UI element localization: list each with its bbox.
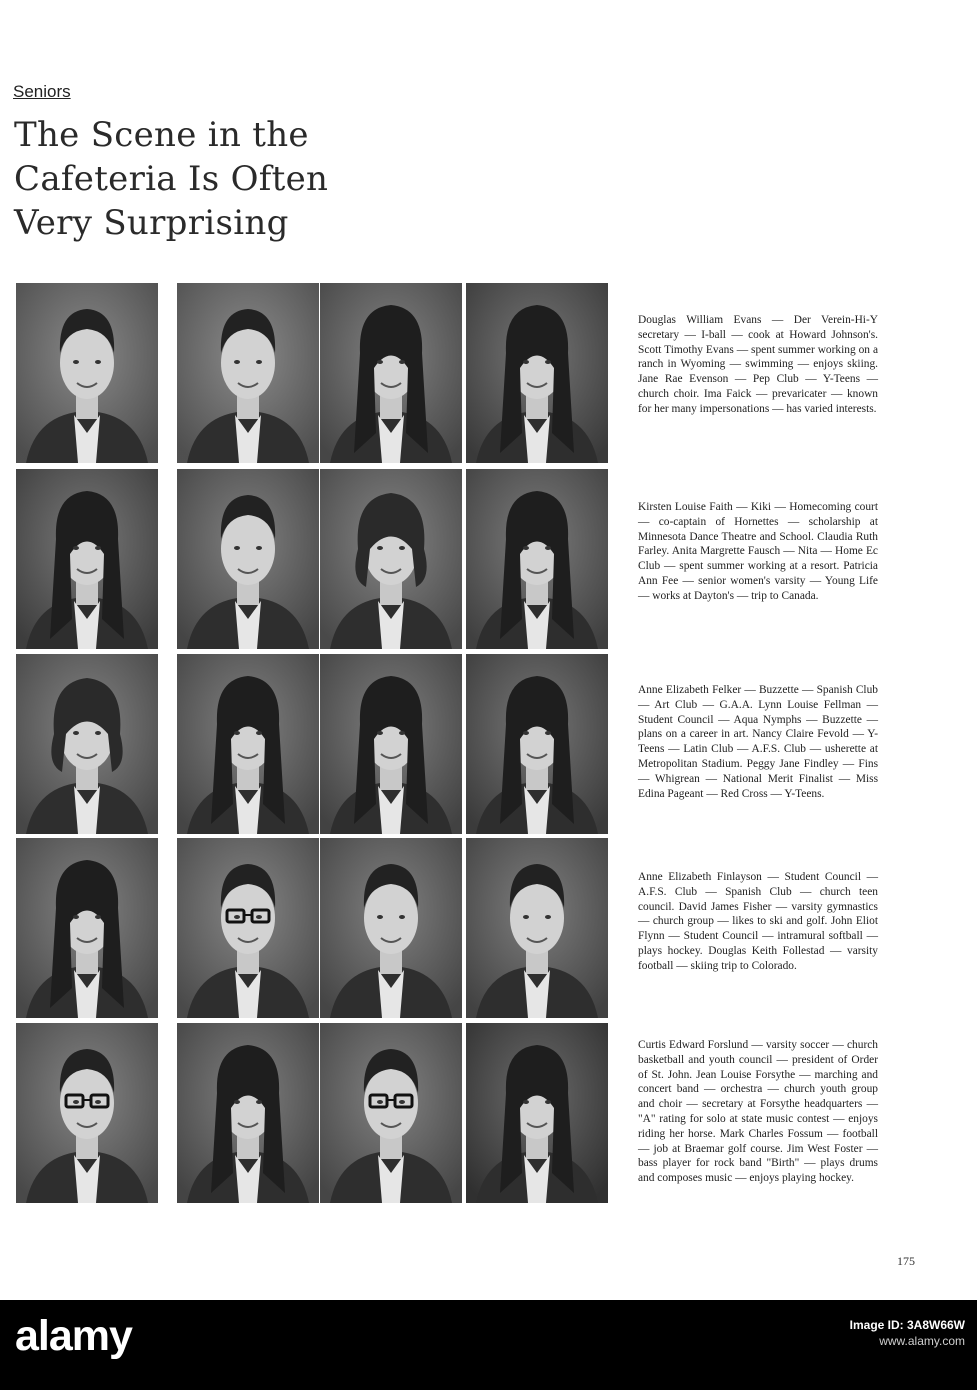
portrait-photo <box>177 838 319 1018</box>
caption-block: Kirsten Louise Faith — Kiki — Homecoming court — co-captain of Hornettes — scholarship at Minnesota Dance Theatre and School. Claudia Ruth Farley. Anita Margrette Fausch — Nita — Home Ec Club — spent summer working at a resort. Patricia Ann Fee — senior women's varsity — Young Life — works at Dayton's — trip to Canada. <box>638 501 878 602</box>
portrait-row <box>16 654 608 834</box>
image-id: Image ID: 3A8W66W <box>849 1318 965 1332</box>
footer-site: www.alamy.com <box>879 1334 965 1348</box>
portrait-photo <box>16 1023 158 1203</box>
portrait-photo <box>177 469 319 649</box>
portrait-photo <box>16 654 158 834</box>
portrait-row <box>16 283 608 463</box>
portrait-photo <box>16 838 158 1018</box>
watermark-footer <box>0 1300 977 1390</box>
portrait-photo <box>320 654 462 834</box>
portrait-photo <box>320 469 462 649</box>
portrait-row <box>16 1023 608 1203</box>
portrait-photo <box>320 283 462 463</box>
alamy-logo: alamy <box>15 1312 132 1360</box>
portrait-row <box>16 469 608 649</box>
portrait-row <box>16 838 608 1018</box>
portrait-photo <box>177 1023 319 1203</box>
section-label: Seniors <box>13 82 71 101</box>
portrait-photo <box>16 469 158 649</box>
portrait-photo <box>466 283 608 463</box>
portrait-photo <box>466 469 608 649</box>
portrait-photo <box>466 654 608 834</box>
portrait-photo <box>320 1023 462 1203</box>
footer-info <box>850 1317 965 1349</box>
portrait-photo <box>466 838 608 1018</box>
portrait-photo <box>177 654 319 834</box>
caption-block: Curtis Edward Forslund — varsity soccer — church basketball and youth council — president of Order of St. John. Jean Louise Forsythe — marching and concert band — orchestra — church youth group and choir — secretary at Forsythe headquarters — "A" rating for solo at state music contest — enjoys riding her horse. Mark Charles Fossum — football — job at Braemar golf course. Jim West Foster — bass player for rock band "Birth" — plays drums and composes music — enjoys playing hockey. <box>638 1039 878 1185</box>
portrait-photo <box>320 838 462 1018</box>
page-number: 175 <box>897 1254 915 1268</box>
portrait-photo <box>177 283 319 463</box>
caption-block: Anne Elizabeth Finlayson — Student Council — A.F.S. Club — Spanish Club — church teen council. David James Fisher — varsity gymnastics — church group — likes to ski and golf. John Eliot Flynn — Student Council — intramural softball — plays hockey. Douglas Keith Follestad — varsity football — skiing trip to Colorado. <box>638 871 878 972</box>
portrait-photo <box>466 1023 608 1203</box>
caption-block: Anne Elizabeth Felker — Buzzette — Spanish Club — Art Club — G.A.A. Lynn Louise Fellman — Student Council — Aqua Nymphs — Buzzette — plans on a career in art. Nancy Claire Fevold — Y-Teens — Latin Club — A.F.S. Club — usherette at Metropolitan Stadium. Peggy Jane Findley — Fins — Whigrean — National Merit Finalist — Miss Edina Pageant — Red Cross — Y-Teens. <box>638 684 878 800</box>
caption-block: Douglas William Evans — Der Verein-Hi-Y secretary — I-ball — cook at Howard Johnson's. Scott Timothy Evans — spent summer working on a ranch in Wyoming — swimming — enjoys skiing. Jane Rae Evenson — Pep Club — Y-Teens — church choir. Ima Faick — prevaricater — known for her many impersonations — has varied interests. <box>638 314 878 415</box>
portrait-photo <box>16 283 158 463</box>
page-title: The Scene in the Cafeteria Is Often Very Surprising <box>14 115 329 243</box>
